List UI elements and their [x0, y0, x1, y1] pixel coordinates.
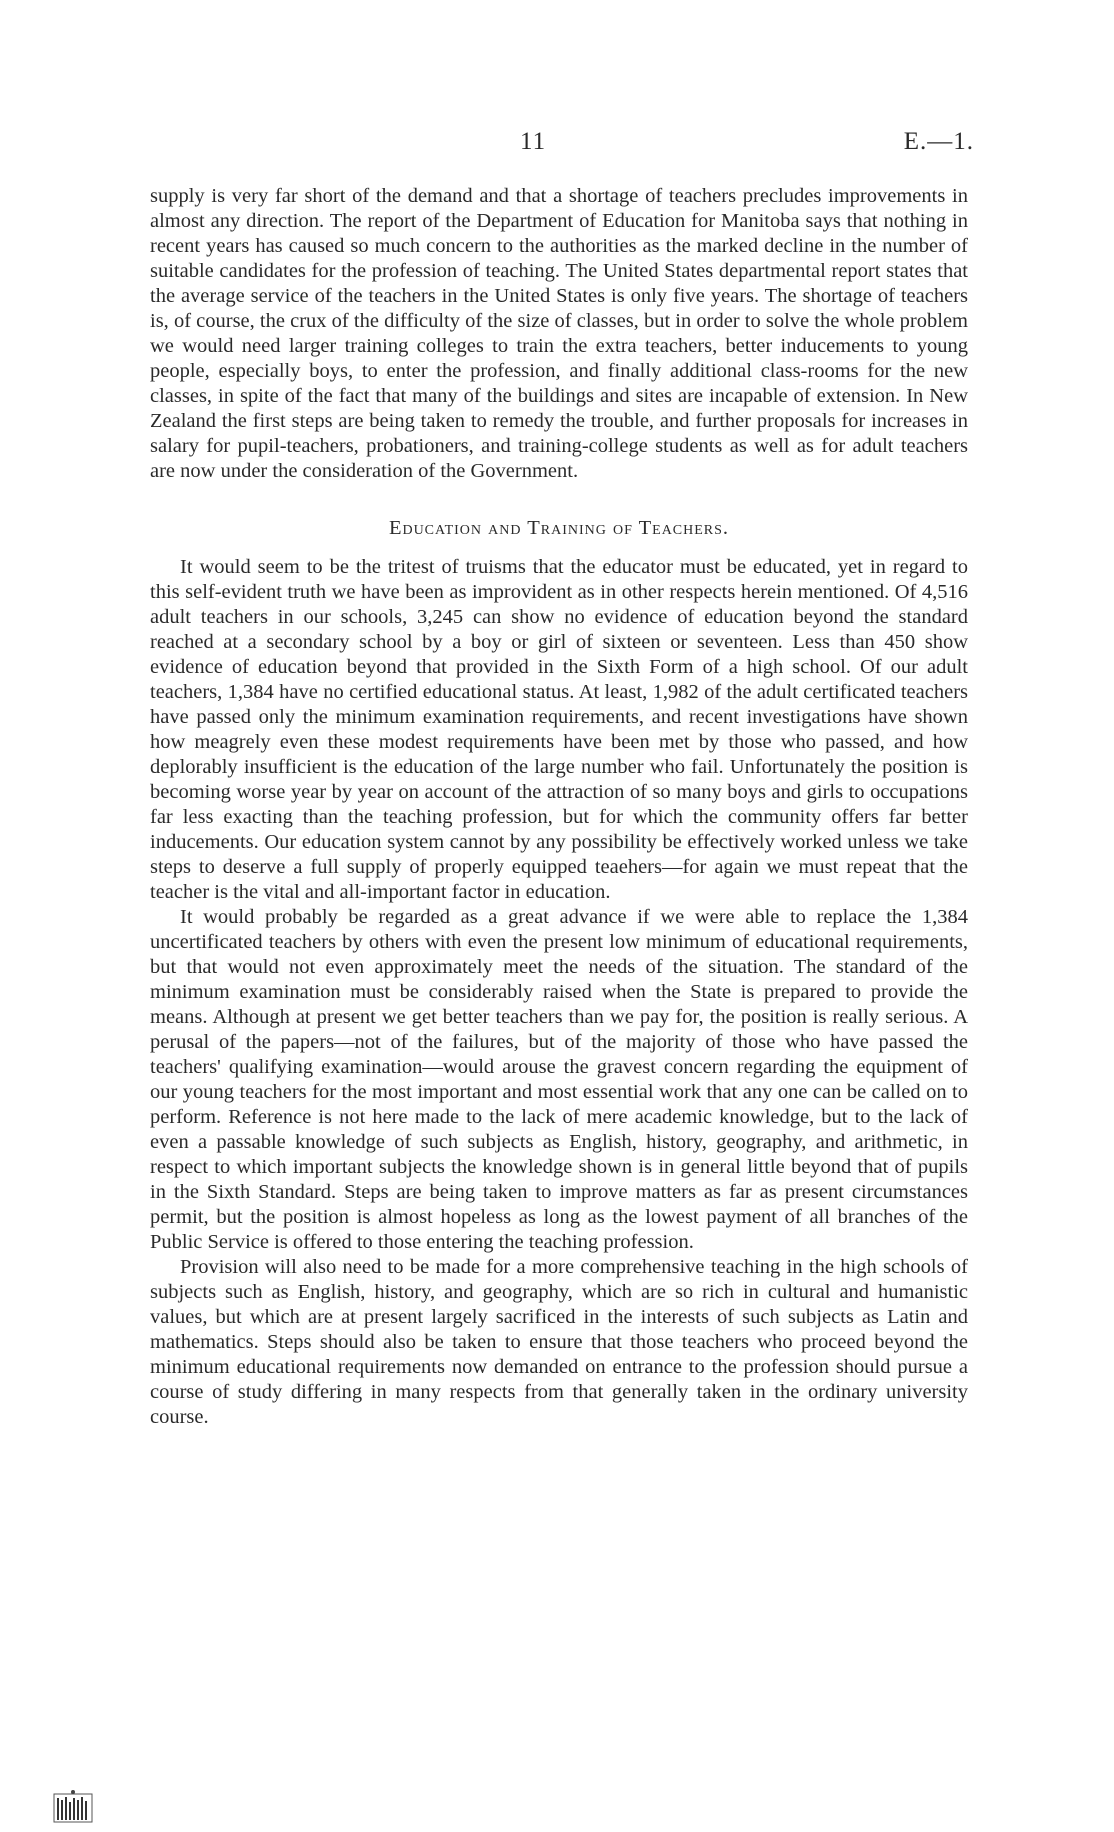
page-number: 11: [520, 128, 547, 155]
paragraph-1: supply is very far short of the demand and that a shortage of teachers precludes improvements in almost any direction. The report of the Department of Education for Manitoba says that nothing in recent years has caused so much concern to the authorities as the marked decline in the number of suitable candidates for the profession of teaching. The United States departmental report states that the average service of the teachers in the United States is only five years. The shortage of teachers is, of course, the crux of the difficulty of the size of classes, but in order to solve the whole problem we would need larger training colleges to train the extra teachers, better inducements to young people, especially boys, to enter the profession, and finally additional class-rooms for the new classes, in spite of the fact that many of the buildings and sites are incapable of extension. In New Zealand the first steps are being taken to remedy the trouble, and further proposals for increases in salary for pupil-teachers, probationers, and training-college students as well as for adult teachers are now under the consideration of the Government.: [150, 185, 968, 482]
paragraph-3: It would probably be regarded as a great advance if we were able to replace the 1,384 uncertificated teachers by others with even the present low minimum of educational requirements, but that would not even approximately meet the needs of the situation. The standard of the minimum examination must be considerably raised when the State is prepared to provide the means. Although at present we get better teachers than we pay for, the position is really serious. A perusal of the papers—not of the failures, but of the majority of those who have passed the teachers' qualifying examination—would arouse the gravest concern regarding the equipment of our young teachers for the most important and most essential work that any one can be called on to perform. Reference is not here made to the lack of mere academic knowledge, but to the lack of even a passable knowledge of such subjects as English, history, geography, and arithmetic, in respect to which important subjects the knowledge shown is in general little beyond that of pupils in the Sixth Standard. Steps are being taken to improve matters as far as present circumstances permit, but the position is almost hopeless as long as the lowest payment of all branches of the Public Service is offered to those entering the teaching profession.: [150, 906, 968, 1253]
library-stamp-icon: [52, 1788, 94, 1824]
paragraph-2: It would seem to be the tritest of truisms that the educator must be educated, yet in regard to this self-evident truth we have been as improvident as in other respects herein mentioned. Of 4,516 adult teachers in our schools, 3,245 can show no evidence of education beyond the standard reached at a secondary school by a boy or girl of sixteen or seventeen. Less than 450 show evidence of education beyond that provided in the Sixth Form of a high school. Of our adult teachers, 1,384 have no certified educational status. At least, 1,982 of the adult certificated teachers have passed only the minimum examination requirements, and recent investigations have shown how meagrely even these modest requirements have been met by those who passed, and how deplorably insufficient is the education of the large number who fail. Unfortunately the position is becoming worse year by year on account of the attraction of so many boys and girls to occupations far less exacting than the teaching profession, but for which the community offers far better inducements. Our education system cannot by any possibility be effectively worked unless we take steps to deserve a full supply of properly equipped teaehers—for again we must repeat that the teacher is the vital and all-important factor in education.: [150, 556, 968, 903]
document-reference: E.—1.: [903, 128, 974, 155]
section-heading: Education and Training of Teachers.: [388, 517, 730, 539]
page-header: [0, 128, 1114, 168]
paragraph-4: Provision will also need to be made for a more comprehensive teaching in the high schools of subjects such as English, history, and geography, which are so rich in cultural and humanistic values, but which are at present largely sacrificed in the interests of such subjects as Latin and mathematics. Steps should also be taken to ensure that those teachers who proceed beyond the minimum educational requirements now demanded on entrance to the profession should pursue a course of study differing in many respects from that generally taken in the ordinary university course.: [150, 1256, 968, 1428]
body-text: [150, 184, 968, 1430]
